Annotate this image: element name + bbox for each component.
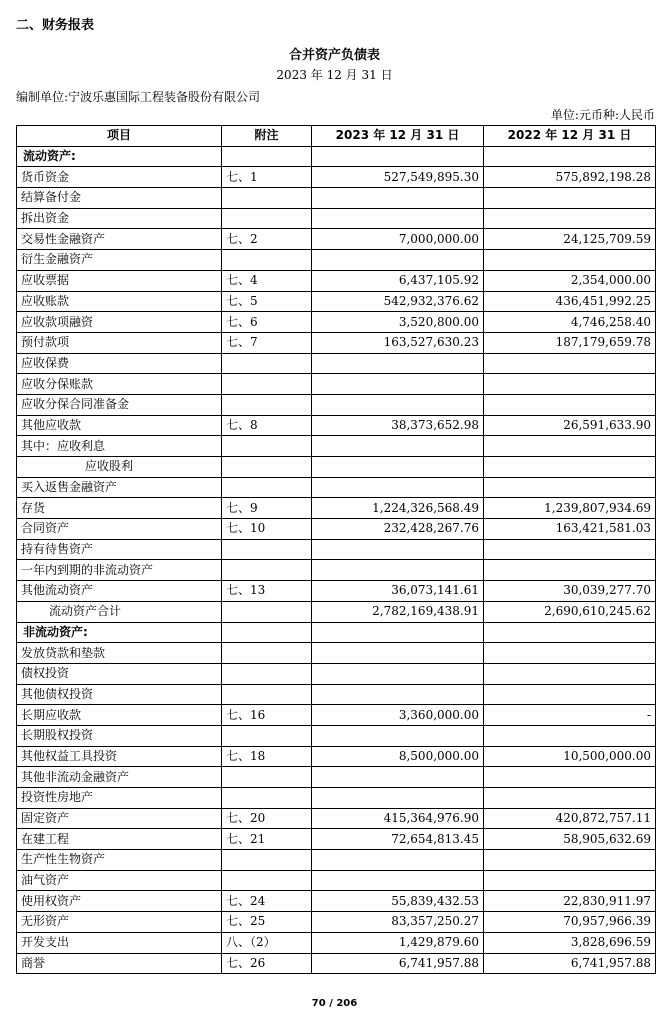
row-prior-value-cell: 436,451,992.25 bbox=[484, 291, 656, 312]
row-current-value-cell: 7,000,000.00 bbox=[312, 229, 484, 250]
header-item: 项目 bbox=[17, 126, 222, 147]
row-note-cell bbox=[222, 353, 312, 374]
row-prior-value-cell: 4,746,258.40 bbox=[484, 312, 656, 333]
row-current-value-cell bbox=[312, 870, 484, 891]
row-current-value-cell bbox=[312, 539, 484, 560]
row-current-value-cell bbox=[312, 436, 484, 457]
row-current-value-cell: 36,073,141.61 bbox=[312, 581, 484, 602]
table-row bbox=[17, 684, 656, 705]
row-prior-value-cell: - bbox=[484, 705, 656, 726]
table-row bbox=[17, 912, 656, 933]
row-item-cell: 预付款项 bbox=[17, 332, 222, 353]
row-item-cell: 交易性金融资产 bbox=[17, 229, 222, 250]
row-current-value-cell bbox=[312, 394, 484, 415]
row-prior-value-cell bbox=[484, 436, 656, 457]
row-note-cell bbox=[222, 457, 312, 478]
row-current-value-cell bbox=[312, 850, 484, 871]
row-prior-value-cell bbox=[484, 477, 656, 498]
table-row bbox=[17, 167, 656, 188]
row-item-cell: 存货 bbox=[17, 498, 222, 519]
row-prior-value-cell bbox=[484, 539, 656, 560]
row-note-cell: 七、18 bbox=[222, 746, 312, 767]
row-prior-value-cell bbox=[484, 725, 656, 746]
row-note-cell bbox=[222, 539, 312, 560]
row-prior-value-cell: 30,039,277.70 bbox=[484, 581, 656, 602]
row-item-cell: 应收分保账款 bbox=[17, 374, 222, 395]
row-note-cell bbox=[222, 767, 312, 788]
row-item-cell: 流动资产: bbox=[17, 146, 222, 167]
row-item-cell: 其他权益工具投资 bbox=[17, 746, 222, 767]
row-prior-value-cell bbox=[484, 684, 656, 705]
row-current-value-cell bbox=[312, 622, 484, 643]
row-note-cell bbox=[222, 146, 312, 167]
row-item-cell: 买入返售金融资产 bbox=[17, 477, 222, 498]
row-current-value-cell bbox=[312, 188, 484, 209]
row-current-value-cell bbox=[312, 560, 484, 581]
row-note-cell: 七、26 bbox=[222, 953, 312, 974]
table-row bbox=[17, 374, 656, 395]
row-note-cell: 七、7 bbox=[222, 332, 312, 353]
table-row bbox=[17, 477, 656, 498]
table-row bbox=[17, 601, 656, 622]
table-row bbox=[17, 560, 656, 581]
row-prior-value-cell: 58,905,632.69 bbox=[484, 829, 656, 850]
row-item-cell: 应收分保合同准备金 bbox=[17, 394, 222, 415]
row-prior-value-cell: 2,690,610,245.62 bbox=[484, 601, 656, 622]
balance-sheet-table bbox=[16, 125, 656, 974]
header-current-year: 2023 年 12 月 31 日 bbox=[312, 126, 484, 147]
row-current-value-cell bbox=[312, 788, 484, 809]
row-current-value-cell: 415,364,976.90 bbox=[312, 808, 484, 829]
table-row bbox=[17, 622, 656, 643]
row-item-cell: 无形资产 bbox=[17, 912, 222, 933]
row-item-cell: 应收款项融资 bbox=[17, 312, 222, 333]
row-item-cell: 发放贷款和垫款 bbox=[17, 643, 222, 664]
table-row bbox=[17, 767, 656, 788]
row-note-cell: 七、13 bbox=[222, 581, 312, 602]
row-note-cell: 八、（2） bbox=[222, 932, 312, 953]
row-prior-value-cell: 2,354,000.00 bbox=[484, 270, 656, 291]
row-current-value-cell bbox=[312, 684, 484, 705]
row-current-value-cell bbox=[312, 457, 484, 478]
row-current-value-cell: 3,520,800.00 bbox=[312, 312, 484, 333]
row-current-value-cell: 163,527,630.23 bbox=[312, 332, 484, 353]
row-prior-value-cell bbox=[484, 188, 656, 209]
row-current-value-cell bbox=[312, 477, 484, 498]
row-note-cell bbox=[222, 436, 312, 457]
row-prior-value-cell bbox=[484, 374, 656, 395]
row-current-value-cell bbox=[312, 250, 484, 271]
row-item-cell: 债权投资 bbox=[17, 663, 222, 684]
row-note-cell: 七、24 bbox=[222, 891, 312, 912]
table-row bbox=[17, 250, 656, 271]
table-row bbox=[17, 436, 656, 457]
table-row bbox=[17, 870, 656, 891]
table-row bbox=[17, 891, 656, 912]
row-item-cell: 长期股权投资 bbox=[17, 725, 222, 746]
row-note-cell: 七、6 bbox=[222, 312, 312, 333]
row-item-cell: 固定资产 bbox=[17, 808, 222, 829]
row-note-cell: 七、1 bbox=[222, 167, 312, 188]
row-current-value-cell bbox=[312, 208, 484, 229]
table-row bbox=[17, 457, 656, 478]
table-row bbox=[17, 850, 656, 871]
row-current-value-cell: 1,429,879.60 bbox=[312, 932, 484, 953]
table-row bbox=[17, 498, 656, 519]
row-item-cell: 一年内到期的非流动资产 bbox=[17, 560, 222, 581]
row-prior-value-cell bbox=[484, 788, 656, 809]
row-item-cell: 应收账款 bbox=[17, 291, 222, 312]
row-prior-value-cell bbox=[484, 250, 656, 271]
row-item-cell: 投资性房地产 bbox=[17, 788, 222, 809]
row-item-cell: 使用权资产 bbox=[17, 891, 222, 912]
row-item-cell: 应收股利 bbox=[17, 457, 222, 478]
row-note-cell: 七、25 bbox=[222, 912, 312, 933]
row-prior-value-cell bbox=[484, 870, 656, 891]
row-prior-value-cell bbox=[484, 457, 656, 478]
row-item-cell: 持有待售资产 bbox=[17, 539, 222, 560]
table-row bbox=[17, 746, 656, 767]
row-current-value-cell: 83,357,250.27 bbox=[312, 912, 484, 933]
row-current-value-cell: 8,500,000.00 bbox=[312, 746, 484, 767]
row-note-cell: 七、20 bbox=[222, 808, 312, 829]
row-item-cell: 油气资产 bbox=[17, 870, 222, 891]
row-current-value-cell bbox=[312, 663, 484, 684]
row-prior-value-cell: 187,179,659.78 bbox=[484, 332, 656, 353]
row-prior-value-cell: 26,591,633.90 bbox=[484, 415, 656, 436]
row-item-cell: 开发支出 bbox=[17, 932, 222, 953]
row-current-value-cell: 38,373,652.98 bbox=[312, 415, 484, 436]
table-row bbox=[17, 312, 656, 333]
row-note-cell: 七、8 bbox=[222, 415, 312, 436]
row-item-cell: 货币资金 bbox=[17, 167, 222, 188]
row-note-cell: 七、2 bbox=[222, 229, 312, 250]
table-row bbox=[17, 725, 656, 746]
row-prior-value-cell: 1,239,807,934.69 bbox=[484, 498, 656, 519]
row-prior-value-cell bbox=[484, 394, 656, 415]
row-current-value-cell bbox=[312, 643, 484, 664]
row-item-cell: 商誉 bbox=[17, 953, 222, 974]
row-current-value-cell: 6,437,105.92 bbox=[312, 270, 484, 291]
table-row bbox=[17, 291, 656, 312]
table-row bbox=[17, 788, 656, 809]
table-row bbox=[17, 519, 656, 540]
table-header-row bbox=[17, 126, 656, 147]
row-note-cell bbox=[222, 788, 312, 809]
row-current-value-cell: 55,839,432.53 bbox=[312, 891, 484, 912]
table-body bbox=[17, 146, 656, 974]
row-note-cell: 七、4 bbox=[222, 270, 312, 291]
row-item-cell: 合同资产 bbox=[17, 519, 222, 540]
currency-unit: 单位:元币种:人民币 bbox=[550, 108, 655, 122]
row-current-value-cell: 542,932,376.62 bbox=[312, 291, 484, 312]
row-item-cell: 非流动资产: bbox=[17, 622, 222, 643]
table-row bbox=[17, 270, 656, 291]
report-date: 2023 年 12 月 31 日 bbox=[276, 68, 393, 82]
row-note-cell: 七、21 bbox=[222, 829, 312, 850]
row-current-value-cell: 72,654,813.45 bbox=[312, 829, 484, 850]
row-item-cell: 生产性生物资产 bbox=[17, 850, 222, 871]
table-row bbox=[17, 394, 656, 415]
row-note-cell bbox=[222, 850, 312, 871]
row-prior-value-cell: 6,741,957.88 bbox=[484, 953, 656, 974]
row-prior-value-cell: 420,872,757.11 bbox=[484, 808, 656, 829]
compiler-line: 编制单位:宁波乐惠国际工程装备股份有限公司 bbox=[16, 90, 261, 104]
row-item-cell: 拆出资金 bbox=[17, 208, 222, 229]
page-number: 70 / 206 bbox=[311, 998, 358, 1009]
row-note-cell bbox=[222, 725, 312, 746]
row-item-cell: 其他应收款 bbox=[17, 415, 222, 436]
row-prior-value-cell bbox=[484, 560, 656, 581]
table-row bbox=[17, 208, 656, 229]
section-heading: 二、财务报表 bbox=[16, 18, 95, 33]
row-note-cell bbox=[222, 560, 312, 581]
row-note-cell bbox=[222, 622, 312, 643]
row-current-value-cell: 232,428,267.76 bbox=[312, 519, 484, 540]
row-note-cell bbox=[222, 188, 312, 209]
row-prior-value-cell bbox=[484, 146, 656, 167]
row-item-cell: 在建工程 bbox=[17, 829, 222, 850]
row-current-value-cell: 3,360,000.00 bbox=[312, 705, 484, 726]
row-note-cell bbox=[222, 663, 312, 684]
table-row bbox=[17, 581, 656, 602]
table-row bbox=[17, 229, 656, 250]
table-row bbox=[17, 932, 656, 953]
row-prior-value-cell: 3,828,696.59 bbox=[484, 932, 656, 953]
table-row bbox=[17, 643, 656, 664]
table-row bbox=[17, 829, 656, 850]
table-row bbox=[17, 146, 656, 167]
row-prior-value-cell: 163,421,581.03 bbox=[484, 519, 656, 540]
row-note-cell bbox=[222, 601, 312, 622]
row-note-cell bbox=[222, 870, 312, 891]
row-current-value-cell bbox=[312, 767, 484, 788]
row-item-cell: 流动资产合计 bbox=[17, 601, 222, 622]
row-current-value-cell: 2,782,169,438.91 bbox=[312, 601, 484, 622]
row-note-cell bbox=[222, 643, 312, 664]
row-item-cell: 其他流动资产 bbox=[17, 581, 222, 602]
row-item-cell: 结算备付金 bbox=[17, 188, 222, 209]
table-row bbox=[17, 705, 656, 726]
table-row bbox=[17, 953, 656, 974]
row-prior-value-cell: 10,500,000.00 bbox=[484, 746, 656, 767]
row-current-value-cell bbox=[312, 374, 484, 395]
row-current-value-cell bbox=[312, 725, 484, 746]
table-row bbox=[17, 415, 656, 436]
row-note-cell bbox=[222, 208, 312, 229]
row-note-cell: 七、10 bbox=[222, 519, 312, 540]
row-prior-value-cell bbox=[484, 643, 656, 664]
row-current-value-cell bbox=[312, 353, 484, 374]
document-title: 合并资产负债表 bbox=[288, 48, 380, 63]
row-current-value-cell: 527,549,895.30 bbox=[312, 167, 484, 188]
row-current-value-cell: 6,741,957.88 bbox=[312, 953, 484, 974]
header-prior-year: 2022 年 12 月 31 日 bbox=[484, 126, 656, 147]
table-row bbox=[17, 663, 656, 684]
row-note-cell bbox=[222, 477, 312, 498]
table-row bbox=[17, 808, 656, 829]
row-note-cell: 七、5 bbox=[222, 291, 312, 312]
row-item-cell: 衍生金融资产 bbox=[17, 250, 222, 271]
row-note-cell bbox=[222, 394, 312, 415]
row-prior-value-cell bbox=[484, 663, 656, 684]
table-row bbox=[17, 332, 656, 353]
header-note: 附注 bbox=[222, 126, 312, 147]
table-row bbox=[17, 353, 656, 374]
row-note-cell: 七、16 bbox=[222, 705, 312, 726]
row-item-cell: 其他债权投资 bbox=[17, 684, 222, 705]
row-note-cell bbox=[222, 250, 312, 271]
row-current-value-cell bbox=[312, 146, 484, 167]
row-prior-value-cell bbox=[484, 850, 656, 871]
row-note-cell bbox=[222, 374, 312, 395]
row-prior-value-cell: 70,957,966.39 bbox=[484, 912, 656, 933]
row-prior-value-cell: 22,830,911.97 bbox=[484, 891, 656, 912]
row-item-cell: 应收保费 bbox=[17, 353, 222, 374]
row-note-cell bbox=[222, 684, 312, 705]
row-prior-value-cell: 24,125,709.59 bbox=[484, 229, 656, 250]
row-prior-value-cell bbox=[484, 353, 656, 374]
row-item-cell: 应收票据 bbox=[17, 270, 222, 291]
row-prior-value-cell bbox=[484, 208, 656, 229]
table-row bbox=[17, 188, 656, 209]
row-note-cell: 七、9 bbox=[222, 498, 312, 519]
row-prior-value-cell bbox=[484, 767, 656, 788]
row-current-value-cell: 1,224,326,568.49 bbox=[312, 498, 484, 519]
row-item-cell: 其中：应收利息 bbox=[17, 436, 222, 457]
row-item-cell: 长期应收款 bbox=[17, 705, 222, 726]
row-prior-value-cell: 575,892,198.28 bbox=[484, 167, 656, 188]
table-row bbox=[17, 539, 656, 560]
row-prior-value-cell bbox=[484, 622, 656, 643]
row-item-cell: 其他非流动金融资产 bbox=[17, 767, 222, 788]
